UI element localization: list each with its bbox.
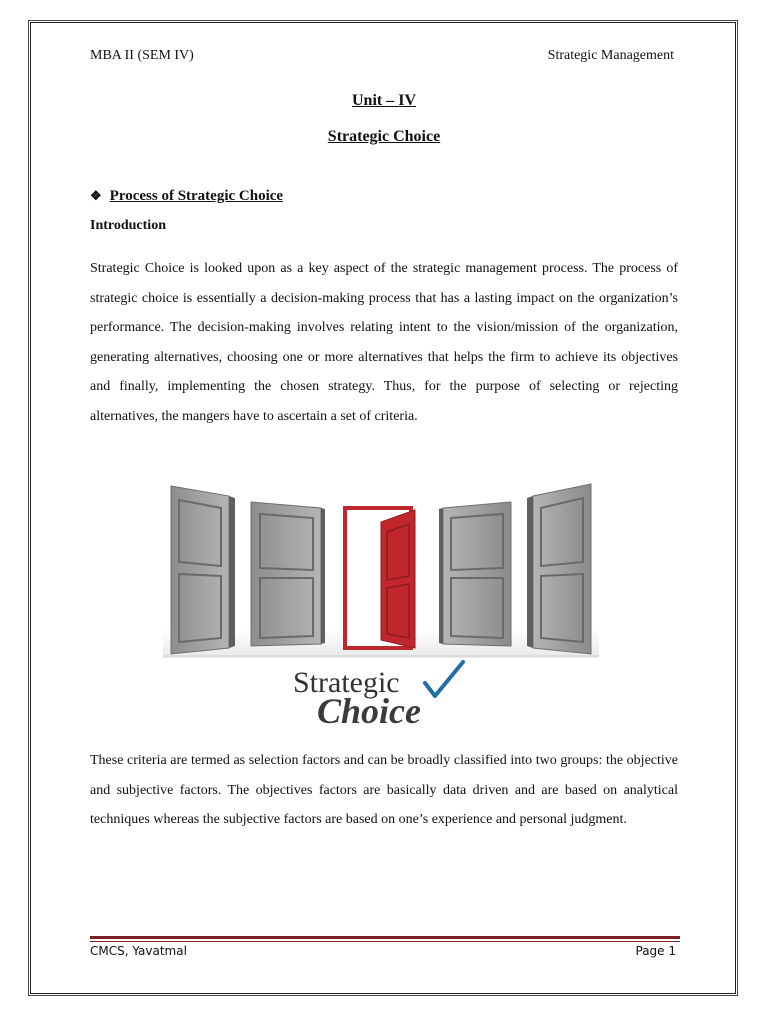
unit-title: Unit – IV [351, 92, 416, 109]
section-heading [90, 188, 283, 205]
logo-word-strategic: Strategic [293, 666, 400, 699]
footer-institute: CMCS, Yavatmal [90, 944, 187, 958]
page-number: Page 1 [635, 944, 676, 958]
grey-door-far-right [527, 484, 591, 654]
red-open-door [345, 508, 415, 648]
header-course: MBA II (SEM IV) [90, 48, 194, 63]
introduction-heading: Introduction [90, 218, 166, 233]
chapter-title: Strategic Choice [327, 128, 441, 145]
grey-door-far-left [171, 486, 235, 654]
grey-door-right [439, 502, 511, 646]
logo-word-choice: Choice [317, 691, 421, 728]
footer-rule-thin [90, 941, 680, 942]
checkmark-icon [425, 662, 463, 696]
grey-door-left [251, 502, 325, 646]
strategic-choice-doors-image [163, 478, 599, 728]
diamond-bullet-icon: ❖ [90, 188, 102, 203]
selection-factors-paragraph: These criteria are termed as selection factors and can be broadly classified into two groups: the objective and subjective factors. The objectives factors are basically data driven and are based on analytical techniques whereas the subjective factors are based on one’s experience and personal judgment. [90, 753, 678, 827]
header-subject: Strategic Management [547, 48, 674, 63]
section-heading-text: Process of Strategic Choice [109, 188, 284, 204]
intro-paragraph: Strategic Choice is looked upon as a key aspect of the strategic management process. The process of strategic choice is essentially a decision-making process that has a lasting impact on the organization’s performance. The decision-making involves relating intent to the vision/mission of the organization, generating alternatives, choosing one or more alternatives that helps the firm to achieve its objectives and finally, implementing the chosen strategy. Thus, for the purpose of selecting or rejecting alternatives, the mangers have to ascertain a set of criteria. [90, 261, 678, 424]
footer-rule [90, 936, 680, 939]
